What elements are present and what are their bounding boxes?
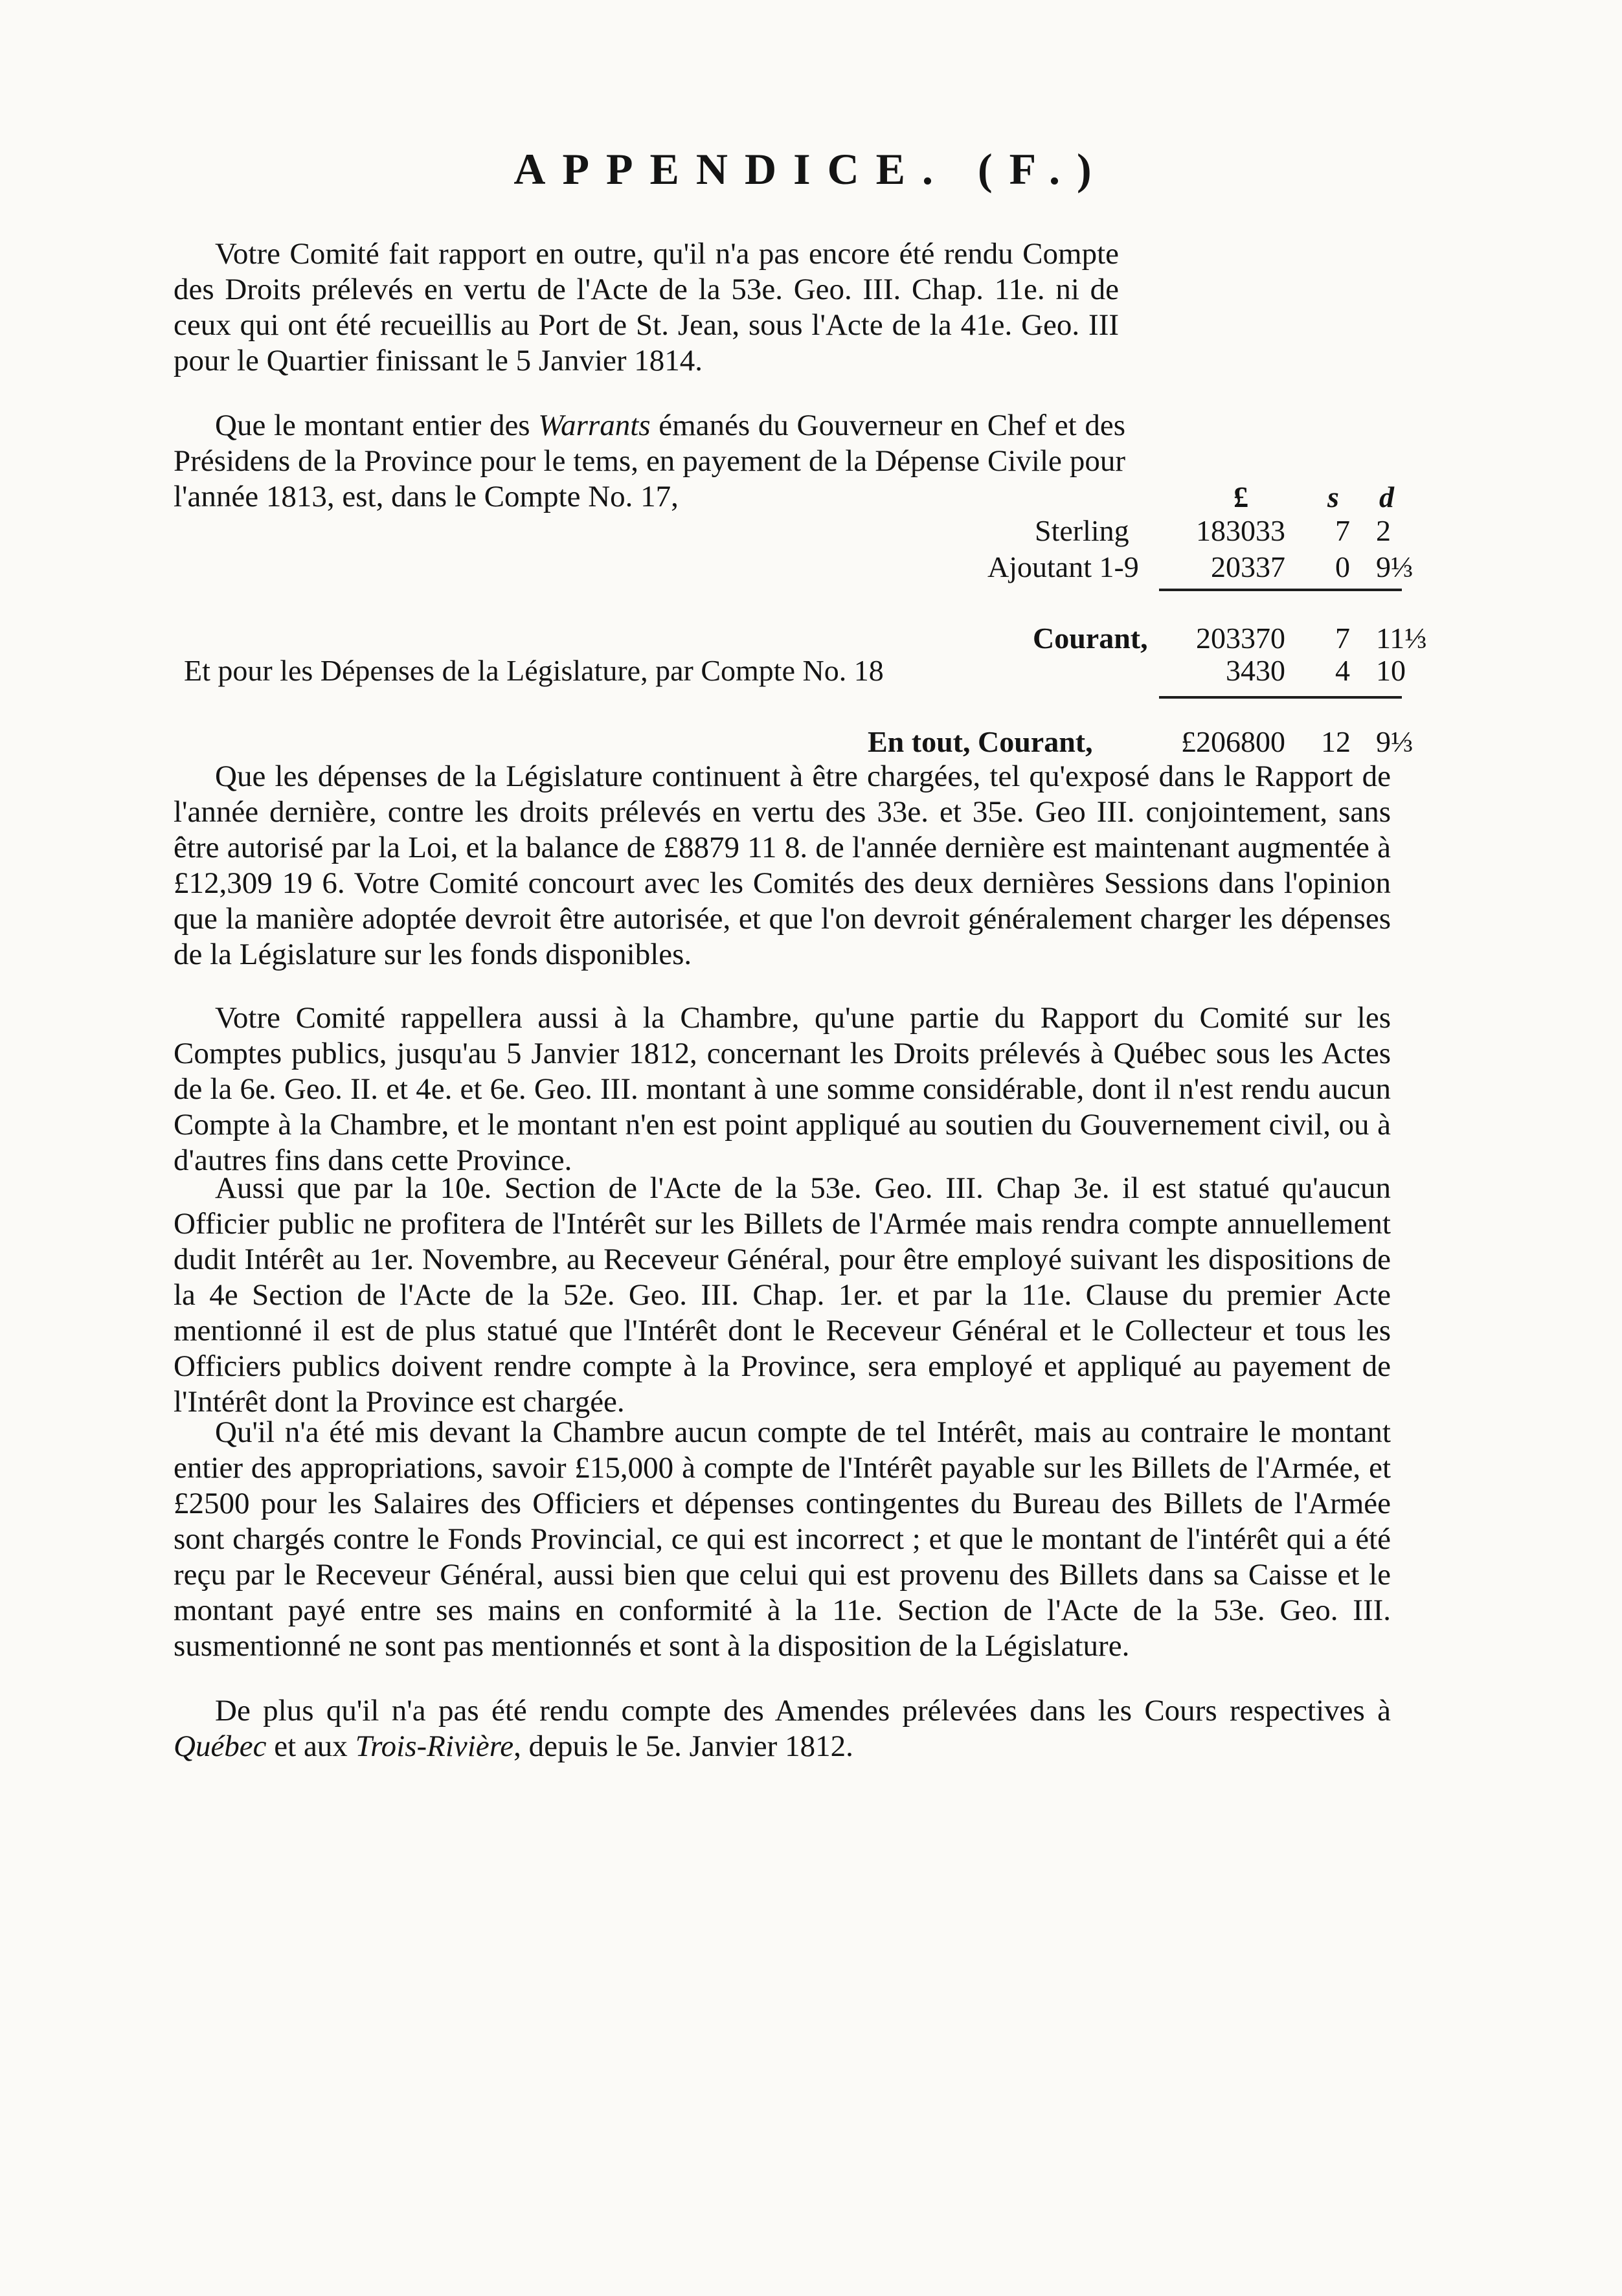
- account-row-pounds: 203370: [1196, 622, 1285, 655]
- warrants-text-start: Que le montant entier des: [215, 409, 539, 442]
- account-row-shillings: 7: [1335, 622, 1350, 655]
- sum-rule-2: [1159, 696, 1402, 699]
- account-total-pounds: £206800: [1181, 725, 1285, 758]
- account-row-shillings: 4: [1335, 654, 1350, 687]
- account-row-pounds: 183033: [1196, 514, 1285, 547]
- account-row-label: Sterling: [1035, 514, 1129, 547]
- account-row-pence: 11⅓: [1376, 622, 1427, 655]
- account-row-pence: 2: [1376, 514, 1391, 547]
- amendes-text-end: , depuis le 5e. Janvier 1812.: [513, 1729, 853, 1763]
- header-shillings: s: [1327, 480, 1339, 513]
- warrants-italic: Warrants: [538, 409, 651, 442]
- header-pounds: £: [1233, 480, 1248, 513]
- sum-rule-1: [1159, 589, 1402, 591]
- page-title: APPENDICE. (F.): [513, 144, 1109, 194]
- account-row-pence: 10: [1376, 654, 1406, 687]
- paragraph-amendes: [174, 1693, 1391, 1764]
- account-row-label: Ajoutant 1-9: [987, 550, 1139, 583]
- header-pence: d: [1379, 480, 1394, 513]
- account-total-pence: 9⅓: [1376, 725, 1414, 758]
- paragraph-appropriations: Qu'il n'a été mis devant la Chambre aucun compte de tel Intérêt, mais au contraire le montant entier des appropriations, savoir £15,000 à compte de l'Intérêt payable sur les Billets de l'Armée, et £2500 pour les Salaires des Officiers et dépenses contingentes du Bureau des Billets de l'Armée sont chargés contre le Fonds Provincial, ce qui est incorrect ; et que le montant de l'intérêt qui a été reçu par le Receveur Général, aussi bien que celui qui est provenu des Billets dans sa Caisse et le montant payé entre ses mains en conformité à la 11e. Section de l'Acte de la 53e. Geo. III. susmentionné ne sont pas mentionnés et sont à la disposition de la Législature.: [174, 1415, 1391, 1663]
- amendes-text-mid: et aux: [266, 1729, 355, 1763]
- paragraph-comptes-publics: Votre Comité rappellera aussi à la Chambre, qu'une partie du Rapport du Comité sur les Comptes publics, jusqu'au 5 Janvier 1812, concernant les Droits prélevés à Québec sous les Actes de la 6e. Geo. II. et 4e. et 6e. Geo. III. montant à une somme considérable, dont il n'est rendu aucun Compte à la Chambre, et le montant n'en est point appliqué au soutien du Gouvernement civil, ou à d'autres fins dans cette Province.: [174, 1001, 1391, 1177]
- warrants-text-end: émanés du Gouverneur en Chef et des Présidens de la Province pour le tems, en payement de la Dépense Civile pour l'année 1813, est, dans le Compte No. 17,: [174, 409, 1125, 513]
- account-row-shillings: 7: [1335, 514, 1350, 547]
- account-row-label: Courant,: [1033, 622, 1148, 655]
- account-row-pence: 9⅓: [1376, 550, 1414, 583]
- amendes-text-start: De plus qu'il n'a pas été rendu compte des Amendes prélevées dans les Cours respectives à: [215, 1694, 1391, 1728]
- account-total-label: En tout, Courant,: [868, 725, 1093, 758]
- city-trois-riviere: Trois-Rivière: [355, 1729, 514, 1763]
- account-total-shillings: 12: [1321, 725, 1351, 758]
- paragraph-legislature-expenses: Que les dépenses de la Législature continuent à être chargées, tel qu'exposé dans le Rapport de l'année dernière, contre les droits prélevés en vertu des 33e. et 35e. Geo III. conjointement, sans être autorisé par la Loi, et la balance de £8879 11 8. de l'année dernière est maintenant augmentée à £12,309 19 6. Votre Comité concourt avec les Comités des deux dernières Sessions dans l'opinion que la manière adoptée devroit être autorisée, et que l'on devroit généralement charger les dépenses de la Législature sur les fonds disponibles.: [174, 760, 1391, 971]
- paragraph-interet-billets: Aussi que par la 10e. Section de l'Acte de la 53e. Geo. III. Chap 3e. il est statué qu'aucun Officier public ne profitera de l'Intérêt sur les Billets de l'Armée mais rendra compte annuellement dudit Intérêt au 1er. Novembre, au Receveur Général, pour être employé suivant les dispositions de la 4e Section de l'Acte de la 52e. Geo. III. Chap. 1er. et par la 11e. Clause du premier Acte mentionné il est de plus statué que l'Intérêt dont le Receveur Général et le Collecteur et tous les Officiers publics doivent rendre compte à la Province, sera employé et appliqué au payement de l'Intérêt dont la Province est chargée.: [174, 1171, 1391, 1419]
- account-row-pounds: 3430: [1226, 654, 1285, 687]
- paragraph-droits: Votre Comité fait rapport en outre, qu'il n'a pas encore été rendu Compte des Droits prélevés en vertu de l'Acte de la 53e. Geo. III. Chap. 11e. ni de ceux qui ont été recueillis au Port de St. Jean, sous l'Acte de la 41e. Geo. III pour le Quartier finissant le 5 Janvier 1814.: [174, 237, 1119, 377]
- account-row-pounds: 20337: [1211, 550, 1285, 583]
- account-row-shillings: 0: [1335, 550, 1350, 583]
- paragraph-warrants: [174, 408, 1125, 515]
- account-row-label: Et pour les Dépenses de la Législature, par Compte No. 18: [184, 654, 884, 687]
- city-quebec: Québec: [174, 1729, 267, 1763]
